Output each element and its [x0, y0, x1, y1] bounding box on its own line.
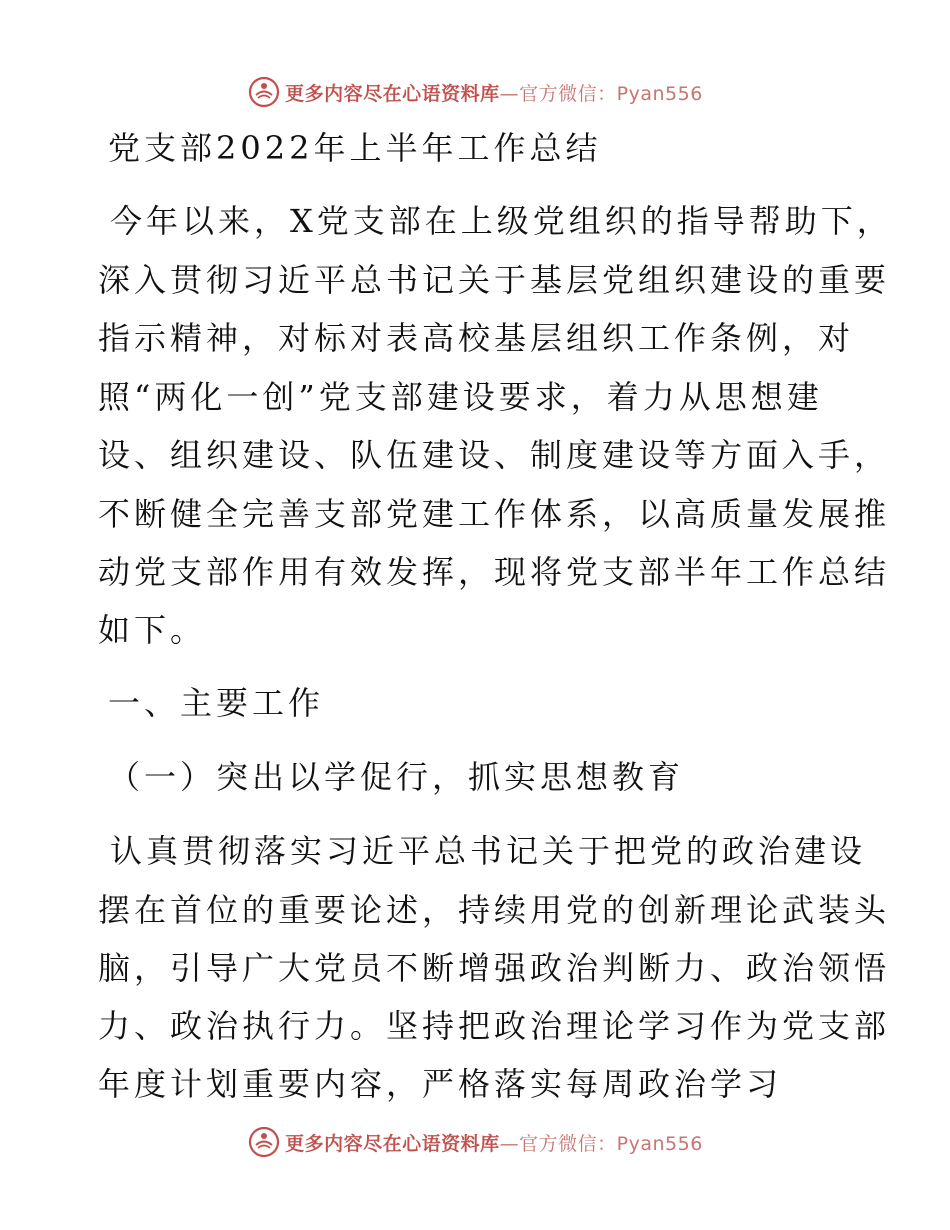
- paragraph-line: 年度计划重要内容，严格落实每周政治学习: [98, 1065, 783, 1103]
- header-watermark: [0, 72, 950, 112]
- watermark-main: 更多内容尽在心语资料库: [285, 82, 500, 105]
- paragraph-line: 脑，引导广大党员不断增强政治判断力、政治领悟: [98, 949, 891, 987]
- paragraph-line: 设、组织建设、队伍建设、制度建设等方面入手，: [98, 436, 891, 474]
- paragraph-line: 指示精神，对标对表高校基层组织工作条例，对: [98, 319, 855, 357]
- subsection-heading: （一）突出以学促行，抓实思想教育: [108, 758, 685, 796]
- document-title: 党支部2022年上半年工作总结: [108, 129, 602, 167]
- watermark-main: 更多内容尽在心语资料库: [285, 1132, 500, 1155]
- paragraph-line: 如下。: [98, 611, 207, 649]
- book-logo-icon: [247, 1125, 281, 1159]
- paragraph-line: 力、政治执行力。坚持把政治理论学习作为党支部: [98, 1007, 891, 1045]
- book-logo-icon: [247, 75, 281, 109]
- watermark-contact: —官方微信：Pyan556: [499, 82, 703, 105]
- paragraph-line: 动党支部作用有效发挥，现将党支部半年工作总结: [98, 553, 891, 591]
- section-heading: 一、主要工作: [108, 684, 325, 722]
- paragraph-line: 认真贯彻落实习近平总书记关于把党的政治建设: [110, 832, 867, 870]
- watermark-text: [285, 79, 703, 106]
- paragraph-line: 不断健全完善支部党建工作体系，以高质量发展推: [98, 495, 891, 533]
- watermark-contact: —官方微信：Pyan556: [499, 1132, 703, 1155]
- watermark-text: [285, 1129, 703, 1156]
- paragraph-line: 照“两化一创”党支部建设要求，着力从思想建: [98, 378, 823, 416]
- paragraph-line: 深入贯彻习近平总书记关于基层党组织建设的重要: [98, 261, 891, 299]
- footer-watermark: [0, 1122, 950, 1162]
- paragraph-line: 摆在首位的重要论述，持续用党的创新理论武装头: [98, 891, 891, 929]
- paragraph-line: 今年以来，X党支部在上级党组织的指导帮助下，: [110, 202, 893, 240]
